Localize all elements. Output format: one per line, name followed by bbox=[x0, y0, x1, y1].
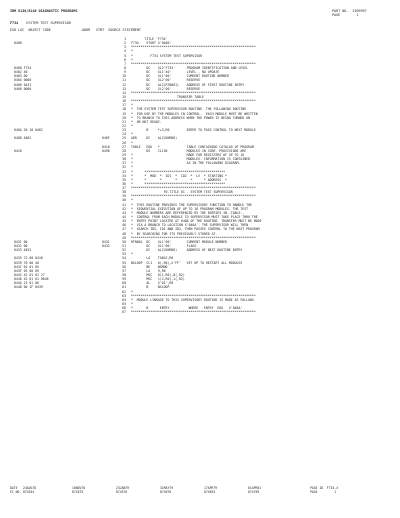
listing-stmt: 17 bbox=[122, 103, 126, 108]
listing-addr: 0402 40 bbox=[14, 70, 28, 75]
listing-stmt: 44 bbox=[122, 215, 126, 220]
listing-stmt: 47 bbox=[122, 227, 126, 232]
listing-loc: 0410 bbox=[102, 144, 110, 149]
footer-top: 16NOV78 bbox=[72, 486, 86, 490]
footer-top: 31MAY79 bbox=[160, 486, 174, 490]
listing-source: DC XL2'F734' PROGRAM IDENTIFICATION AND LEVEL bbox=[131, 65, 249, 70]
col-header-loc: ESD LOC OBJECT CODE bbox=[10, 28, 51, 32]
listing-stmt: 59 bbox=[122, 277, 126, 282]
listing-stmt: 18 bbox=[122, 107, 126, 112]
listing-stmt: 6 bbox=[124, 57, 126, 62]
listing-stmt: 1 bbox=[124, 37, 126, 41]
listing-addr: 040D 0482 bbox=[14, 136, 32, 141]
listing-stmt: 34 bbox=[122, 173, 126, 178]
listing-source: ***************************************************************** bbox=[131, 310, 256, 315]
listing-source: * bbox=[131, 289, 133, 294]
listing-addr: 0400 F734 bbox=[14, 65, 32, 70]
listing-source: TABLE EQU * TABLE CONTAINING CATALOG OF PROGRAM bbox=[131, 144, 254, 149]
listing-stmt: 65 bbox=[122, 302, 126, 306]
listing-row bbox=[14, 310, 384, 314]
source-listing bbox=[14, 37, 384, 314]
footer-revision bbox=[310, 486, 390, 494]
listing-stmt: 5 bbox=[124, 53, 126, 58]
listing-source: * TO BRANCH TO THIS ADDRESS WHEN THE POWER IS BEING TURNED ON bbox=[131, 115, 250, 120]
page-number: PAGE 1 bbox=[332, 13, 359, 17]
listing-stmt: 20 bbox=[122, 115, 126, 120]
footer-bottom: 874670 bbox=[160, 490, 172, 494]
listing-source: DC XL1'40' LEVEL - NO UPDATE bbox=[131, 70, 220, 75]
listing-addr: 044A 23 01 06 bbox=[14, 281, 39, 286]
listing-source: * bbox=[131, 49, 133, 54]
listing-source: F0-TITLE 01 - SYSTEM TEST SUPERVISOR bbox=[131, 190, 233, 195]
listing-source: * MODULE LINKAGE TO THIS SUPERVISORY ROUTINE IS MADE AS FOLLOWS bbox=[131, 297, 254, 302]
listing-source: * bbox=[131, 252, 133, 257]
listing-source: * bbox=[131, 302, 133, 306]
listing-addr bbox=[14, 310, 46, 314]
listing-stmt: 45 bbox=[122, 219, 126, 224]
listing-stmt: 32 bbox=[122, 165, 126, 170]
part-number: PART NO. 2509997 bbox=[332, 9, 367, 13]
listing-stmt: 33 bbox=[122, 169, 126, 174]
listing-stmt: 22 bbox=[122, 123, 126, 128]
listing-source: * MODULES. INFORMATION IS CONTAINED bbox=[131, 157, 250, 162]
listing-stmt: 35 bbox=[122, 177, 126, 182]
listing-source: DC XL1'00' FLAGS bbox=[131, 244, 197, 249]
listing-stmt: 31 bbox=[122, 161, 126, 166]
footer-bottom: 874709 bbox=[248, 490, 260, 494]
listing-stmt: 15 bbox=[122, 94, 126, 99]
listing-source: ADR DC AL2(NXMOD) bbox=[131, 136, 178, 141]
listing-addr: 040A 20 10 0462 bbox=[14, 128, 43, 133]
doc-title: IBM 8130/8140 DIAGNOSTIC PROGRAMS bbox=[10, 9, 78, 13]
listing-source: * bbox=[131, 103, 133, 108]
listing-source: DS CL136 MODULES IN CORE. PROVISIONS ARE bbox=[131, 148, 247, 153]
listing-loc: 0432 bbox=[102, 244, 110, 249]
listing-addr: 0403 00 bbox=[14, 74, 28, 79]
listing-source: B NXLOOP bbox=[131, 285, 170, 290]
listing-stmt: 21 bbox=[122, 119, 126, 124]
footer-bottom: 874653 bbox=[204, 490, 216, 494]
footer-revision bbox=[160, 486, 204, 494]
listing-addr: 0442 42 01 01 27 bbox=[14, 273, 45, 278]
listing-stmt: 23 bbox=[122, 128, 126, 133]
listing-stmt: 25 bbox=[122, 136, 126, 141]
listing-source: * ****************************************** bbox=[131, 169, 226, 174]
listing-stmt: 58 bbox=[122, 273, 126, 278]
listing-source: LA 9,R0 bbox=[131, 268, 166, 273]
listing-addr: 0408 0000 bbox=[14, 86, 32, 91]
listing-loc: 0498 bbox=[102, 148, 110, 153]
listing-stmt: 12 bbox=[122, 82, 126, 87]
listing-source: ***************************************************************** bbox=[131, 186, 256, 191]
listing-source: * MADE FOR REGISTERS OF UP TO 16 bbox=[131, 152, 245, 157]
listing-addr: 043C 02 01 05 bbox=[14, 264, 39, 269]
listing-source: BE NXMOD bbox=[131, 264, 168, 269]
listing-source: * ENTRY POINT LOCATED AT 040A OF THE ROUTINE. TRANSFER MUST BE MADE bbox=[131, 219, 262, 224]
listing-stmt: 42 bbox=[122, 206, 126, 211]
listing-stmt: 53 bbox=[122, 252, 126, 257]
module-id: F734 bbox=[10, 21, 19, 25]
listing-source: LA TABLE,R0 bbox=[131, 256, 174, 261]
listing-stmt: 64 bbox=[122, 297, 126, 302]
footer-revision bbox=[248, 486, 310, 494]
listing-source: * BY SEARCHING FOR ITS PREVIOUSLY STORED AT. bbox=[131, 231, 218, 236]
listing-stmt: 19 bbox=[122, 111, 126, 116]
footer-top: DATE 24AUG78 bbox=[10, 486, 37, 490]
listing-addr: 044D 00 1F 0439 bbox=[14, 285, 43, 290]
listing-stmt: 8 bbox=[124, 65, 126, 70]
listing-addr: 0431 00 bbox=[14, 239, 28, 244]
listing-stmt: 38 bbox=[122, 190, 126, 195]
listing-source: ***************************************************************** bbox=[131, 61, 256, 66]
listing-stmt: 43 bbox=[122, 210, 126, 215]
listing-source: AL X'01',R0 bbox=[131, 281, 174, 286]
listing-source: RTN001 DC XL1'00' CURRENT MODULE NUMBER bbox=[131, 239, 227, 244]
listing-stmt: 61 bbox=[122, 285, 126, 290]
listing-source: * CONTROL FROM EACH MODULE TO SUPERVISOR MUST TAKE PLACE THRU THE bbox=[131, 215, 258, 220]
footer-top: 01APR81 bbox=[248, 486, 262, 490]
listing-source: DC XL2'00' RESERVE bbox=[131, 78, 201, 83]
footer-revision bbox=[72, 486, 116, 494]
listing-stmt: 66 bbox=[122, 306, 126, 311]
listing-source: * THIS ROUTINE PROVIDES THE SUPERVISORY FUNCTION TO HANDLE THE bbox=[131, 202, 252, 207]
listing-addr: 0433 0452 bbox=[14, 248, 32, 253]
listing-addr: 043F 03 00 09 bbox=[14, 268, 39, 273]
listing-source: * bbox=[131, 165, 133, 170]
listing-source: * MODULE NUMBERS ARE REFERENCED BY THE ENTRIES IN -TABLE-. bbox=[131, 210, 245, 215]
listing-stmt: 9 bbox=[124, 70, 126, 75]
footer-revision bbox=[10, 486, 72, 494]
footer-bottom: 874576 bbox=[116, 490, 128, 494]
footer-revision bbox=[116, 486, 160, 494]
listing-stmt: 16 bbox=[122, 99, 126, 104]
listing-source: * bbox=[131, 57, 133, 62]
listing-stmt: 39 bbox=[122, 194, 126, 199]
listing-addr: 0446 42 01 01 0646 bbox=[14, 277, 49, 282]
footer-top: 17APR79 bbox=[204, 486, 218, 490]
listing-source: * SEARCH IDS, ID1 AND ID2, THEN PASSES CONTROL TO THE NEXT PROGRAM bbox=[131, 227, 260, 232]
listing-source: * VIA A BRANCH TO LOCATION X'040A'. THE SUPERVISOR WILL THEN bbox=[131, 223, 249, 228]
revision-footer bbox=[10, 486, 390, 494]
listing-loc: 0431 bbox=[102, 239, 110, 244]
listing-stmt: 67 bbox=[122, 310, 126, 315]
listing-source: DC AL2(RTN001) ADDRESS OF FIRST ROUTINE ENTRY bbox=[131, 82, 245, 87]
listing-source: ***************************************************************** bbox=[131, 293, 256, 298]
listing-stmt: 50 bbox=[122, 239, 126, 244]
listing-stmt: 11 bbox=[122, 78, 126, 83]
listing-loc bbox=[102, 310, 114, 314]
listing-source: TRANSFER TABLE bbox=[131, 94, 204, 99]
footer-top: PAGE ID F734-4 bbox=[310, 486, 338, 490]
listing-source: ***************************************************************** bbox=[131, 194, 256, 199]
listing-source: * bbox=[131, 132, 133, 137]
listing-source: B *+3,R0 ENTER TO PASS CONTROL TO NEXT MODULE bbox=[131, 128, 256, 133]
listing-stmt: 3 bbox=[124, 45, 126, 50]
listing-stmt: 29 bbox=[122, 152, 126, 157]
listing-stmt: 54 bbox=[122, 256, 126, 261]
listing-source: DC AL2(NXMOD) ADDRESS OF NEXT ROUTINE ENTRY bbox=[131, 248, 243, 253]
listing-stmt: 57 bbox=[122, 268, 126, 273]
listing-source: NXLOOP CLI 0(,R0),X'FF' SET UP TO RESTART ALL MODULES bbox=[131, 260, 243, 265]
listing-stmt: 36 bbox=[122, 181, 126, 186]
listing-addr: 0439 70 00 40 bbox=[14, 260, 39, 265]
listing-stmt: 48 bbox=[122, 231, 126, 236]
listing-stmt: 55 bbox=[122, 260, 126, 265]
listing-stmt: 26 bbox=[122, 140, 126, 145]
listing-stmt: 28 bbox=[122, 148, 126, 153]
listing-stmt: 49 bbox=[122, 235, 126, 240]
listing-addr: 0410 bbox=[14, 148, 22, 153]
listing-stmt: 46 bbox=[122, 223, 126, 228]
listing-source: * AS IN THE FOLLOWING DIAGRAM. bbox=[131, 161, 241, 166]
footer-top: 23JAN79 bbox=[116, 486, 130, 490]
listing-source: * OR NOT READY. bbox=[131, 119, 162, 124]
listing-addr: 0406 0431 bbox=[14, 82, 32, 87]
listing-source: * bbox=[131, 123, 133, 128]
listing-stmt: 14 bbox=[122, 90, 126, 95]
listing-source: * F734 SYSTEM TEST SUPERVISOR bbox=[131, 53, 203, 58]
listing-loc: 040F bbox=[102, 136, 110, 141]
footer-bottom: 874575 bbox=[72, 490, 84, 494]
listing-stmt: 7 bbox=[124, 61, 126, 66]
col-header-addr: ADDR bbox=[82, 28, 91, 32]
listing-source: TITLE 'F734' bbox=[131, 37, 168, 41]
listing-stmt: 51 bbox=[122, 244, 126, 249]
listing-source: F734 START X'0400' bbox=[131, 41, 172, 46]
listing-source: ***************************************************************** bbox=[131, 45, 256, 50]
listing-source: ***************************************************************** bbox=[131, 99, 256, 104]
listing-addr: 0404 0000 bbox=[14, 78, 32, 83]
listing-source: * ****************************************** bbox=[131, 181, 226, 186]
listing-stmt: 40 bbox=[122, 198, 126, 203]
listing-stmt: 56 bbox=[122, 264, 126, 269]
listing-source: ***************************************************************** bbox=[131, 235, 256, 240]
listing-stmt: 13 bbox=[122, 86, 126, 91]
listing-stmt: 37 bbox=[122, 186, 126, 191]
listing-addr: 0400 bbox=[14, 41, 22, 46]
listing-stmt: 4 bbox=[124, 49, 126, 54]
listing-source: * SEQUENTIAL EXECUTION OF UP TO 16 PROGRAM MODULES. THE TEST bbox=[131, 206, 249, 211]
listing-stmt: 2 bbox=[124, 41, 126, 46]
listing-stmt: 24 bbox=[122, 132, 126, 137]
listing-source: DC XL1'00' CURRENT ROUTINE NUMBER bbox=[131, 74, 229, 79]
listing-stmt: 63 bbox=[122, 293, 126, 298]
listing-source: * THE SYSTEM TEST SUPERVISOR ROUTINE. THE FOLLOWING ROUTINE bbox=[131, 107, 247, 112]
listing-stmt: 27 bbox=[122, 144, 126, 149]
footer-bottom: EC NO. 874544 bbox=[10, 490, 35, 494]
listing-stmt: 52 bbox=[122, 248, 126, 253]
module-desc: SYSTEM TEST SUPERVISOR bbox=[26, 21, 71, 25]
listing-source: MVC 0(1,R0),0(,R2) bbox=[131, 273, 185, 278]
listing-source: * FOR USE BY THE MODULES IN CONTROL. EACH MODULE MUST BE WRITTEN bbox=[131, 111, 258, 116]
listing-stmt: 41 bbox=[122, 202, 126, 207]
listing-stmt: 10 bbox=[122, 74, 126, 79]
listing-source: * bbox=[131, 140, 133, 145]
col-header-stmt: STMT SOURCE STATEMENT bbox=[96, 28, 141, 32]
listing-source: * bbox=[131, 198, 133, 203]
listing-stmt: 62 bbox=[122, 289, 126, 294]
listing-source: * B ENTRY WHERE ENTRY EQU X'040A' bbox=[131, 306, 243, 311]
listing-addr: 0432 00 bbox=[14, 244, 28, 249]
listing-source: ***************************************************************** bbox=[131, 90, 256, 95]
listing-object bbox=[46, 310, 102, 314]
listing-stmt: 60 bbox=[122, 281, 126, 286]
listing-source: * * MOD * ID1 * ID2 * LV * STARTING * bbox=[131, 173, 227, 178]
listing-stmt: 30 bbox=[122, 157, 126, 162]
footer-revision bbox=[204, 486, 248, 494]
listing-source: * * * * * * ADDRESS * bbox=[131, 177, 227, 182]
listing-addr: 0435 C2 00 0410 bbox=[14, 256, 43, 261]
listing-source: MVC 1(2,R0),1(,R2) bbox=[131, 277, 185, 282]
footer-bottom: PAGE 1 bbox=[310, 490, 337, 494]
listing-source: DC XL2'00' RESERVE bbox=[131, 86, 201, 91]
